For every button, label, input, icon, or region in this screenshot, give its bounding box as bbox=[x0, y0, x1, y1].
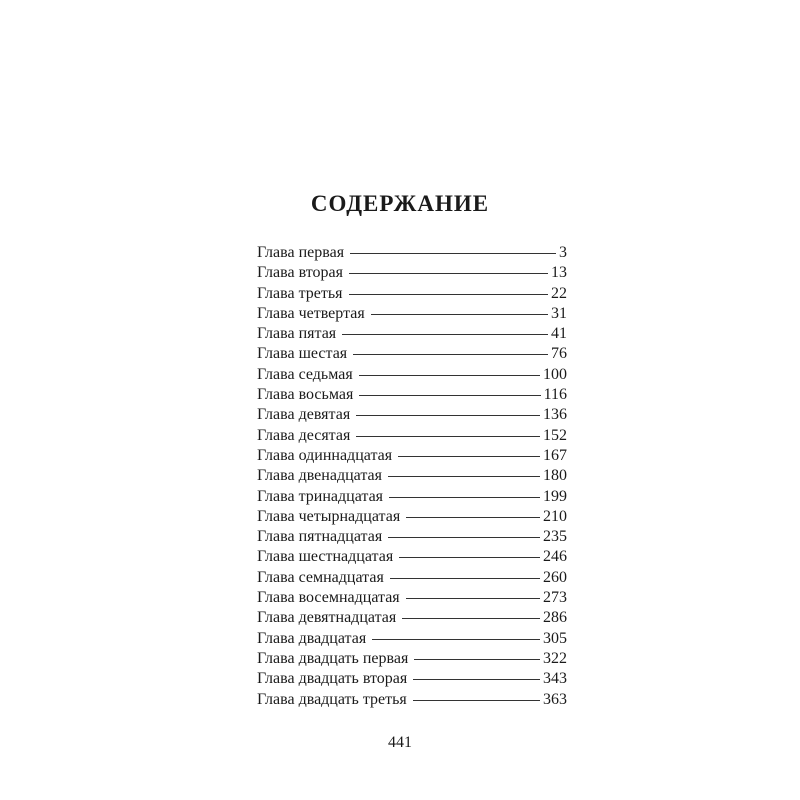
toc-leader bbox=[406, 517, 540, 518]
toc-leader bbox=[413, 700, 540, 701]
toc-entry bbox=[257, 365, 567, 385]
toc-entry-page: 286 bbox=[543, 609, 567, 627]
toc-entry bbox=[257, 507, 567, 527]
toc-entry-name: Глава девятнадцатая bbox=[257, 609, 397, 627]
toc-entry-page: 100 bbox=[543, 365, 567, 383]
toc-leader bbox=[359, 375, 540, 376]
toc-entry-name: Глава вторая bbox=[257, 264, 343, 282]
toc-entry-page: 235 bbox=[543, 528, 567, 546]
toc-entry-page: 167 bbox=[543, 446, 567, 464]
toc-leader bbox=[388, 537, 540, 538]
toc-entry-page: 199 bbox=[543, 487, 567, 505]
toc-entry bbox=[257, 446, 567, 466]
toc-leader bbox=[406, 598, 540, 599]
toc-entry bbox=[257, 426, 567, 446]
toc-entry bbox=[257, 324, 567, 344]
toc-entry-page: 363 bbox=[543, 690, 567, 708]
toc-entry-name: Глава третья bbox=[257, 284, 343, 302]
toc-entry bbox=[257, 527, 567, 547]
toc-leader bbox=[371, 314, 548, 315]
toc-entry-page: 343 bbox=[543, 670, 567, 688]
toc-leader bbox=[350, 253, 556, 254]
toc-leader bbox=[389, 497, 540, 498]
toc-entry bbox=[257, 243, 567, 263]
toc-leader bbox=[390, 578, 540, 579]
toc-entry-name: Глава десятая bbox=[257, 426, 351, 444]
toc-title: СОДЕРЖАНИЕ bbox=[310, 191, 490, 216]
toc-entry bbox=[257, 588, 567, 608]
toc-list bbox=[257, 243, 567, 710]
toc-entry-page: 22 bbox=[551, 284, 567, 302]
toc-entry-name: Глава четырнадцатая bbox=[257, 507, 401, 525]
toc-entry-page: 76 bbox=[551, 345, 567, 363]
toc-leader bbox=[402, 618, 540, 619]
toc-entry-page: 210 bbox=[543, 507, 567, 525]
toc-entry-page: 116 bbox=[543, 386, 567, 404]
toc-entry-name: Глава двадцать третья bbox=[257, 690, 407, 708]
toc-leader bbox=[356, 415, 540, 416]
toc-entry bbox=[257, 466, 567, 486]
toc-entry-name: Глава двенадцатая bbox=[257, 467, 382, 485]
toc-entry bbox=[257, 263, 567, 283]
toc-entry-name: Глава одиннадцатая bbox=[257, 446, 393, 464]
toc-entry-page: 273 bbox=[543, 589, 567, 607]
toc-entry-page: 260 bbox=[543, 568, 567, 586]
toc-leader bbox=[399, 557, 540, 558]
toc-entry-name: Глава шестнадцатая bbox=[257, 548, 394, 566]
toc-entry-name: Глава четвертая bbox=[257, 304, 365, 322]
toc-leader bbox=[372, 639, 540, 640]
toc-entry-name: Глава двадцать вторая bbox=[257, 670, 408, 688]
toc-entry-page: 180 bbox=[543, 467, 567, 485]
toc-entry bbox=[257, 385, 567, 405]
toc-entry-name: Глава двадцатая bbox=[257, 629, 367, 647]
toc-entry-name: Глава двадцать первая bbox=[257, 649, 409, 667]
toc-entry bbox=[257, 487, 567, 507]
toc-leader bbox=[359, 395, 540, 396]
page-number: 441 bbox=[388, 734, 412, 751]
toc-entry bbox=[257, 669, 567, 689]
toc-entry bbox=[257, 304, 567, 324]
toc-entry bbox=[257, 547, 567, 567]
toc-entry bbox=[257, 405, 567, 425]
toc-entry-page: 152 bbox=[543, 426, 567, 444]
toc-entry-name: Глава девятая bbox=[257, 406, 351, 424]
toc-leader bbox=[349, 294, 548, 295]
toc-entry-name: Глава пятая bbox=[257, 325, 337, 343]
toc-entry bbox=[257, 690, 567, 710]
toc-leader bbox=[398, 456, 540, 457]
toc-entry-page: 31 bbox=[551, 304, 567, 322]
toc-entry bbox=[257, 629, 567, 649]
toc-leader bbox=[356, 436, 540, 437]
toc-leader bbox=[388, 476, 540, 477]
toc-leader bbox=[353, 354, 548, 355]
toc-entry-name: Глава шестая bbox=[257, 345, 348, 363]
toc-entry bbox=[257, 649, 567, 669]
toc-entry-name: Глава тринадцатая bbox=[257, 487, 384, 505]
toc-entry-page: 41 bbox=[551, 325, 567, 343]
toc-entry-name: Глава пятнадцатая bbox=[257, 528, 383, 546]
toc-entry-page: 305 bbox=[543, 629, 567, 647]
toc-leader bbox=[349, 273, 548, 274]
toc-entry-name: Глава восьмая bbox=[257, 386, 354, 404]
toc-leader bbox=[413, 679, 540, 680]
toc-entry-name: Глава восемнадцатая bbox=[257, 589, 400, 607]
toc-entry-page: 3 bbox=[559, 244, 567, 261]
toc-entry-page: 136 bbox=[543, 406, 567, 424]
toc-entry-page: 13 bbox=[551, 264, 567, 282]
toc-entry bbox=[257, 284, 567, 304]
toc-leader bbox=[342, 334, 548, 335]
toc-entry-name: Глава первая bbox=[257, 244, 345, 261]
toc-entry-name: Глава седьмая bbox=[257, 365, 353, 383]
toc-entry-name: Глава семнадцатая bbox=[257, 568, 384, 586]
toc-entry bbox=[257, 568, 567, 588]
toc-entry-page: 246 bbox=[543, 548, 567, 566]
toc-entry bbox=[257, 608, 567, 628]
toc-entry-page: 322 bbox=[543, 649, 567, 667]
toc-leader bbox=[414, 659, 540, 660]
toc-entry bbox=[257, 344, 567, 364]
